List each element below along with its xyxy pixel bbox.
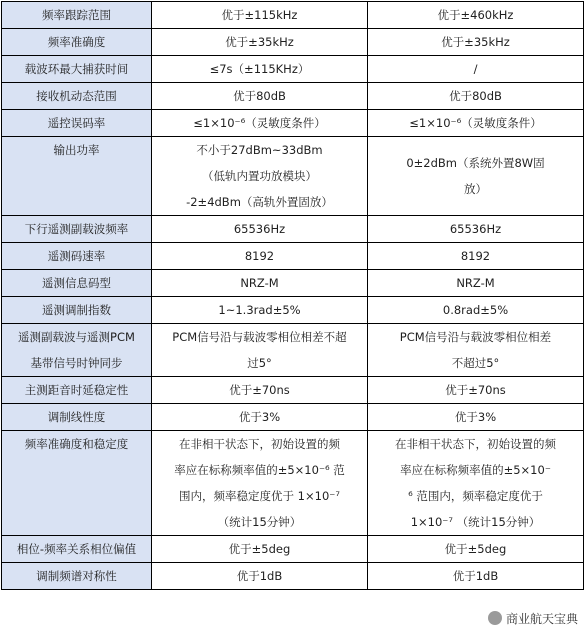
table-row bbox=[2, 137, 584, 216]
watermark-text: 商业航天宝典 bbox=[505, 611, 578, 626]
cell-line: 优于3% bbox=[454, 410, 497, 424]
spec-cell-b bbox=[368, 404, 584, 431]
spec-cell-b bbox=[368, 431, 584, 536]
spec-cell-a bbox=[152, 270, 368, 297]
spec-cell-a bbox=[152, 404, 368, 431]
spec-cell-b bbox=[368, 563, 584, 590]
cell-line: 过5° bbox=[247, 356, 272, 370]
table-row bbox=[2, 563, 584, 590]
spec-cell-b bbox=[368, 324, 584, 377]
cell-line: 率应在标称频率值的±5×10⁻ bbox=[400, 463, 551, 477]
cell-line: 优于±5deg bbox=[228, 542, 291, 556]
cell-line: PCM信号沿与载波零相位相差 bbox=[399, 330, 552, 344]
spec-table bbox=[1, 1, 584, 590]
cell-line: 65536Hz bbox=[449, 222, 502, 236]
table-row bbox=[2, 404, 584, 431]
cell-line: ≤7s（±115KHz） bbox=[209, 62, 310, 76]
spec-cell-a bbox=[152, 56, 368, 83]
cell-line: 在非相干状态下，初始设置的频 bbox=[395, 437, 556, 451]
row-label: 遥控误码率 bbox=[2, 110, 152, 137]
cell-line: NRZ-M bbox=[456, 276, 495, 290]
spec-cell-a bbox=[152, 29, 368, 56]
cell-line: 优于80dB bbox=[233, 89, 286, 103]
cell-line: PCM信号沿与载波零相位相差不超 bbox=[172, 330, 347, 344]
spec-cell-b bbox=[368, 243, 584, 270]
row-label: 频率跟踪范围 bbox=[2, 2, 152, 29]
spec-cell-a bbox=[152, 563, 368, 590]
cell-line: 优于±5deg bbox=[444, 542, 507, 556]
spec-cell-a bbox=[152, 297, 368, 324]
cell-line: 不超过5° bbox=[451, 356, 500, 370]
row-label: 接收机动态范围 bbox=[2, 83, 152, 110]
row-label: 主测距音时延稳定性 bbox=[2, 377, 152, 404]
spec-cell-b bbox=[368, 377, 584, 404]
cell-line: 65536Hz bbox=[233, 222, 286, 236]
row-label: 频率准确度和稳定度 bbox=[2, 431, 152, 536]
watermark bbox=[484, 607, 582, 629]
cell-line: 0±2dBm（系统外置8W固 bbox=[406, 156, 545, 170]
cell-line: 优于80dB bbox=[449, 89, 502, 103]
cell-line: 围内，频率稳定度优于 1×10⁻⁷ bbox=[179, 489, 340, 503]
row-label: 遥测信息码型 bbox=[2, 270, 152, 297]
table-row bbox=[2, 216, 584, 243]
cell-line: 0.8rad±5% bbox=[442, 303, 509, 317]
table-row bbox=[2, 324, 584, 377]
table-row bbox=[2, 431, 584, 536]
cell-line: 优于1dB bbox=[452, 569, 499, 583]
spec-cell-a bbox=[152, 431, 368, 536]
row-label: 载波环最大捕获时间 bbox=[2, 56, 152, 83]
cell-line: 优于±115kHz bbox=[221, 8, 298, 22]
spec-cell-a bbox=[152, 216, 368, 243]
spec-cell-a bbox=[152, 110, 368, 137]
cell-line: （低轨内置功放模块） bbox=[202, 169, 317, 183]
cell-line: 优于±35kHz bbox=[225, 35, 294, 49]
cell-line: 优于±35kHz bbox=[441, 35, 510, 49]
cell-line: 8192 bbox=[460, 249, 491, 263]
row-label: 遥测副载波与遥测PCM 基带信号时钟同步 bbox=[2, 324, 152, 377]
cell-line: -2±4dBm（高轨外置固放） bbox=[186, 195, 333, 209]
row-label: 输出功率 bbox=[2, 137, 152, 216]
table-row bbox=[2, 377, 584, 404]
table-row bbox=[2, 83, 584, 110]
table-row bbox=[2, 2, 584, 29]
cell-line: 8192 bbox=[244, 249, 275, 263]
row-label: 下行遥测副载波频率 bbox=[2, 216, 152, 243]
spec-cell-a bbox=[152, 377, 368, 404]
cell-line: 优于1dB bbox=[236, 569, 283, 583]
cell-line: 率应在标称频率值的±5×10⁻⁶ 范 bbox=[174, 463, 345, 477]
row-label: 遥测码速率 bbox=[2, 243, 152, 270]
cell-line: 在非相干状态下，初始设置的频 bbox=[179, 437, 340, 451]
spec-cell-a bbox=[152, 137, 368, 216]
spec-cell-b bbox=[368, 270, 584, 297]
cell-line: ⁶ 范围内，频率稳定度优于 bbox=[408, 489, 543, 503]
table-row bbox=[2, 297, 584, 324]
spec-cell-b bbox=[368, 137, 584, 216]
table-row bbox=[2, 110, 584, 137]
spec-cell-b bbox=[368, 216, 584, 243]
cell-line: 优于±70ns bbox=[229, 383, 290, 397]
cell-line: （统计15分钟） bbox=[217, 515, 302, 529]
table-row bbox=[2, 56, 584, 83]
spec-cell-a bbox=[152, 536, 368, 563]
spec-cell-b bbox=[368, 110, 584, 137]
spec-cell-a bbox=[152, 243, 368, 270]
row-label: 相位-频率关系相位偏值 bbox=[2, 536, 152, 563]
table-row bbox=[2, 243, 584, 270]
table-row bbox=[2, 536, 584, 563]
cell-line: / bbox=[473, 62, 478, 76]
spec-cell-a bbox=[152, 324, 368, 377]
row-label: 频率准确度 bbox=[2, 29, 152, 56]
cell-line: ≤1×10⁻⁶（灵敏度条件） bbox=[409, 116, 542, 130]
row-label: 调制频谱对称性 bbox=[2, 563, 152, 590]
cell-line: NRZ-M bbox=[240, 276, 279, 290]
spec-cell-b bbox=[368, 536, 584, 563]
table-row bbox=[2, 29, 584, 56]
table-row bbox=[2, 270, 584, 297]
spec-cell-a bbox=[152, 2, 368, 29]
cell-line: 不小于27dBm~33dBm bbox=[196, 143, 323, 157]
spec-cell-a bbox=[152, 83, 368, 110]
cell-line: ≤1×10⁻⁶（灵敏度条件） bbox=[193, 116, 326, 130]
spec-cell-b bbox=[368, 29, 584, 56]
cell-line: 优于±460kHz bbox=[437, 8, 514, 22]
cell-line: 优于3% bbox=[238, 410, 281, 424]
row-label: 调制线性度 bbox=[2, 404, 152, 431]
spec-cell-b bbox=[368, 297, 584, 324]
spec-cell-b bbox=[368, 2, 584, 29]
cell-line: 优于±70ns bbox=[445, 383, 506, 397]
cell-line: 1×10⁻⁷ （统计15分钟） bbox=[410, 515, 541, 529]
cell-line: 放） bbox=[464, 182, 487, 196]
wechat-icon bbox=[488, 611, 502, 625]
row-label: 遥测调制指数 bbox=[2, 297, 152, 324]
spec-cell-b bbox=[368, 83, 584, 110]
spec-cell-b bbox=[368, 56, 584, 83]
cell-line: 1~1.3rad±5% bbox=[218, 303, 301, 317]
